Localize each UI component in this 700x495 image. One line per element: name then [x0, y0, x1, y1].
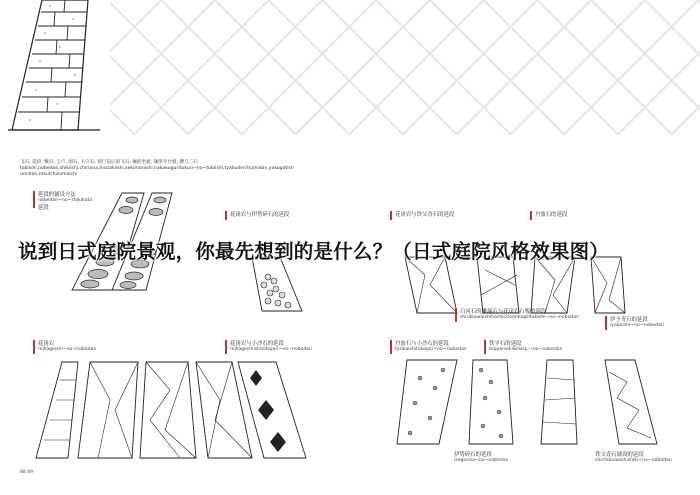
panel-c-title: 花岗岩: [38, 341, 55, 347]
intro-line-2: tobiishi,nobedan,shikiishi,chiriana,mozakiishi,sekimoriishi,nakakuguritukuri~no~tobiishi,tyakuden'humidan,yokogatish: [20, 166, 294, 171]
panel-rb-marker: [530, 211, 532, 220]
panel-rc-title: 白河石的雕琢石与花岗岩石板的延段: [460, 309, 547, 315]
page-number: 88 89: [20, 470, 34, 475]
panel-rg-title: 伊势碎石的延段: [454, 452, 492, 458]
intro-line-1: 飞石, 延段, 敷石, 尘穴, 围石, 关守石, 锁门前后的飞石, 镶嵌坐板, 镶嵌平台板, 蹲几三石: [20, 160, 198, 165]
panel-b-marker: [225, 211, 227, 220]
panel-rf-subtitle: teppeiseki&nbsp;~no~nobedan: [489, 347, 563, 352]
stone-strip-illustrations: [395, 358, 665, 448]
panel-rd-title: 伊予青石的延段: [610, 317, 648, 323]
panel-c-marker: [33, 340, 35, 354]
panel-d-title: 花岗岩与小沙石的延段: [230, 341, 284, 347]
paving-strips-illustration: [20, 360, 310, 460]
intro-line-3: umidan,rokuichisamaishi: [20, 172, 78, 177]
panel-rd-subtitle: iyoaoishi~no~nobedan: [610, 323, 664, 328]
panel-rf-marker: [484, 340, 486, 354]
panel-rh-subtitle: chichibuaoishishiki~no~nobedan: [595, 458, 672, 463]
section-subtitle: nobedan~no~shikikata: [38, 198, 93, 203]
section-marker: [33, 191, 35, 208]
panel-re-title: 丹波石与小沙石的延段: [395, 341, 449, 347]
panel-rf-title: 铁平石的延段: [489, 341, 522, 347]
panel-c-subtitle: mikageishi~no~nobedan: [38, 347, 97, 352]
panel-rg-subtitle: isegoroia~no~nobedan: [454, 458, 509, 463]
panel-a-title: 花岗岩与铁父青石的延段: [395, 212, 455, 218]
panel-rh-title: 铁父青石铺设的延段: [595, 452, 644, 458]
flagstone-paths-illustration: [395, 255, 625, 315]
panel-rb-title: 丹波石的延段: [535, 212, 568, 218]
page-headline: 说到日式庭院景观，你最先想到的是什么？（日式庭院风格效果图）: [18, 240, 610, 263]
panel-a-marker: [390, 211, 392, 220]
panel-re-marker: [390, 340, 392, 354]
panel-re-subtitle: tanbaishitokojari~no~nobedan: [395, 347, 467, 352]
panel-rc-marker: [455, 308, 457, 322]
panel-rd-marker: [605, 316, 607, 330]
section-item: 延段: [38, 205, 49, 211]
panel-d-subtitle: mikageishishitokojari~no~nobedan: [230, 347, 313, 352]
section-title: 延段的铺设方法: [38, 192, 76, 198]
panel-rc-subtitle: shirakawaishihochicitomikageitabishi~no~nobedan: [460, 315, 580, 320]
panel-d-marker: [225, 340, 227, 354]
cobble-path-illustration: [240, 255, 320, 315]
panel-b-title: 花岗岩与伊势碎石的延段: [230, 212, 290, 218]
brick-path-illustration: [0, 0, 110, 135]
